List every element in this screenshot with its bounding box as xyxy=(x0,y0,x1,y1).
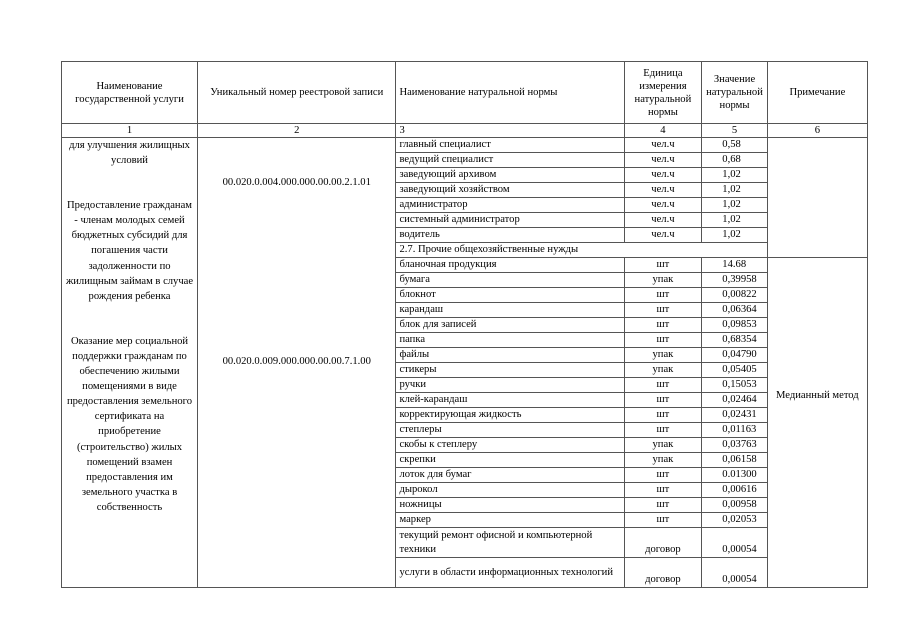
norm-value: 0,15053 xyxy=(702,378,767,393)
norm-name: скобы к степлеру xyxy=(396,438,624,453)
norm-name: лоток для бумаг xyxy=(396,468,624,483)
col-number: 4 xyxy=(624,124,702,138)
col-number: 1 xyxy=(62,124,198,138)
norm-unit: чел.ч xyxy=(624,153,702,168)
norm-unit: шт xyxy=(624,468,702,483)
norm-name: главный специалист xyxy=(396,138,624,153)
norm-value: 0,02464 xyxy=(702,393,767,408)
service-text-part3: Оказание мер социальной поддержки гражданам по обеспечению жилыми помещениями в виде предоставления земельного сертификата на приобретение (строительство) жилых помещений взамен предоставления им земельного участка в собственность xyxy=(66,335,193,513)
norm-name: заведующий архивом xyxy=(396,168,624,183)
col-number: 5 xyxy=(702,124,767,138)
norm-unit: упак xyxy=(624,438,702,453)
norm-unit: договор xyxy=(624,558,702,588)
norm-unit: чел.ч xyxy=(624,198,702,213)
norm-name: клей-карандаш xyxy=(396,393,624,408)
norm-name: ручки xyxy=(396,378,624,393)
header-value: Значение натуральной нормы xyxy=(702,62,767,124)
norm-value: 0,58 xyxy=(702,138,767,153)
norm-value: 1,02 xyxy=(702,183,767,198)
norm-name: папка xyxy=(396,333,624,348)
norm-name: скрепки xyxy=(396,453,624,468)
norm-value: 0,03763 xyxy=(702,438,767,453)
norm-value: 0,09853 xyxy=(702,318,767,333)
service-text-part1: для улучшения жилищных условий xyxy=(69,140,190,167)
norm-value: 0,39958 xyxy=(702,273,767,288)
norm-value: 0,02053 xyxy=(702,513,767,528)
norm-name: карандаш xyxy=(396,303,624,318)
norm-unit: упак xyxy=(624,348,702,363)
norm-unit: чел.ч xyxy=(624,228,702,243)
norm-unit: шт xyxy=(624,288,702,303)
norm-unit: шт xyxy=(624,258,702,273)
header-note: Примечание xyxy=(767,62,867,124)
norm-name: маркер xyxy=(396,513,624,528)
norm-value: 0,00054 xyxy=(702,558,767,588)
norm-name: файлы xyxy=(396,348,624,363)
registry-number: 00.020.0.009.000.000.00.00.7.1.00 xyxy=(222,356,371,367)
norm-value: 0,06364 xyxy=(702,303,767,318)
norm-unit: упак xyxy=(624,363,702,378)
norm-unit: шт xyxy=(624,393,702,408)
col-number: 6 xyxy=(767,124,867,138)
norm-name: системный администратор xyxy=(396,213,624,228)
note-empty-cell xyxy=(767,138,867,258)
norm-value: 0,00822 xyxy=(702,288,767,303)
norm-unit: чел.ч xyxy=(624,168,702,183)
norm-name: блокнот xyxy=(396,288,624,303)
col-number: 3 xyxy=(396,124,624,138)
norm-name: бумага xyxy=(396,273,624,288)
norm-name: стикеры xyxy=(396,363,624,378)
norm-name: корректирующая жидкость xyxy=(396,408,624,423)
norm-value: 0,68 xyxy=(702,153,767,168)
norm-unit: шт xyxy=(624,498,702,513)
norm-name: заведующий хозяйством xyxy=(396,183,624,198)
norm-name: текущий ремонт офисной и компьютерной техники xyxy=(396,528,624,558)
table-row xyxy=(62,138,868,153)
norm-name: ведущий специалист xyxy=(396,153,624,168)
norm-unit: шт xyxy=(624,303,702,318)
norm-value: 0,01163 xyxy=(702,423,767,438)
header-unit: Единица измерения натуральной нормы xyxy=(624,62,702,124)
col-number: 2 xyxy=(198,124,396,138)
norm-name: степлеры xyxy=(396,423,624,438)
norm-unit: шт xyxy=(624,333,702,348)
norm-unit: шт xyxy=(624,483,702,498)
note-cell xyxy=(767,258,867,588)
norm-name: администратор xyxy=(396,198,624,213)
section-title: 2.7. Прочие общехозяйственные нужды xyxy=(396,243,767,258)
norm-value: 0,02431 xyxy=(702,408,767,423)
note-text: Медианный метод xyxy=(776,390,859,401)
norm-unit: чел.ч xyxy=(624,138,702,153)
norm-value: 1,02 xyxy=(702,198,767,213)
norm-unit: шт xyxy=(624,423,702,438)
norm-name: дырокол xyxy=(396,483,624,498)
header-registry: Уникальный номер реестровой записи xyxy=(198,62,396,124)
header-norm-name: Наименование натуральной нормы xyxy=(396,62,624,124)
norm-value: 0,05405 xyxy=(702,363,767,378)
norm-unit: шт xyxy=(624,318,702,333)
norm-unit: шт xyxy=(624,378,702,393)
norm-unit: чел.ч xyxy=(624,183,702,198)
norm-value: 0,06158 xyxy=(702,453,767,468)
header-service: Наименование государственной услуги xyxy=(62,62,198,124)
norm-unit: шт xyxy=(624,408,702,423)
registry-number: 00.020.0.004.000.000.00.00.2.1.01 xyxy=(222,177,371,188)
norm-value: 1,02 xyxy=(702,213,767,228)
norms-table xyxy=(61,61,868,588)
norm-unit: упак xyxy=(624,273,702,288)
norm-value: 14.68 xyxy=(702,258,767,273)
norm-value: 0.01300 xyxy=(702,468,767,483)
norm-name: блок для записей xyxy=(396,318,624,333)
norm-value: 1,02 xyxy=(702,228,767,243)
norm-unit: шт xyxy=(624,513,702,528)
norm-name: услуги в области информационных технологий xyxy=(396,558,624,588)
service-text-part2: Предоставление гражданам - членам молодых семей бюджетных субсидий для погашения части задолженности по жилищным займам в случае рождения ребенка xyxy=(65,200,194,302)
norm-value: 1,02 xyxy=(702,168,767,183)
service-cell xyxy=(62,138,198,588)
norm-name: бланочная продукция xyxy=(396,258,624,273)
norm-name: ножницы xyxy=(396,498,624,513)
norm-value: 0,00054 xyxy=(702,528,767,558)
norm-value: 0,04790 xyxy=(702,348,767,363)
norm-value: 0,00958 xyxy=(702,498,767,513)
norm-value: 0,68354 xyxy=(702,333,767,348)
norm-value: 0,00616 xyxy=(702,483,767,498)
norm-unit: упак xyxy=(624,453,702,468)
norm-unit: чел.ч xyxy=(624,213,702,228)
norm-unit: договор xyxy=(624,528,702,558)
registry-cell xyxy=(198,138,396,588)
norm-name: водитель xyxy=(396,228,624,243)
